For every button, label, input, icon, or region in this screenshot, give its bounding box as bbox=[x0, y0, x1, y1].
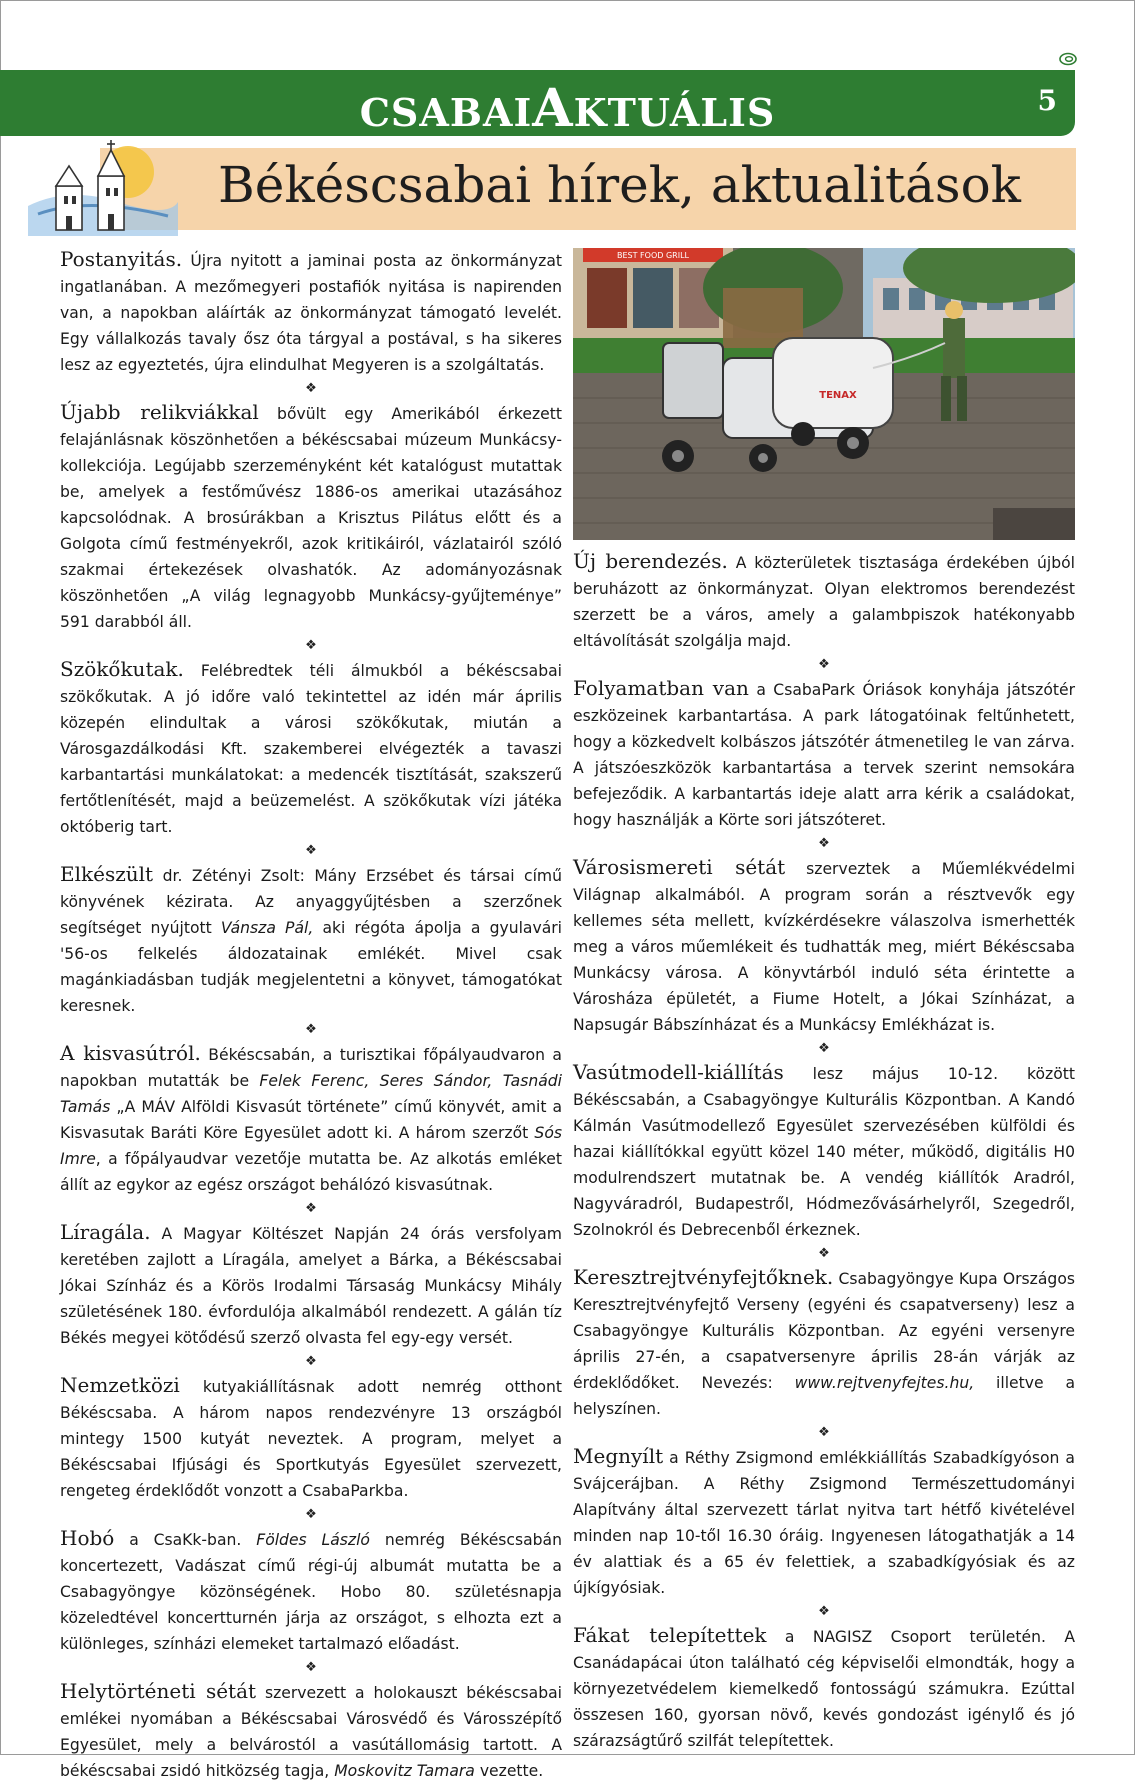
swirl-ornament-icon bbox=[1059, 52, 1077, 66]
right-column bbox=[573, 548, 1075, 1754]
article-folyamatban: Folyamatban van a CsabaPark Óriások konyhája játszótér eszközeinek karbantartása. A park látogatóinak feltűnhetett, hogy a közkedvelt kolbászos játszótér átmenetileg le van zárva. A játszóeszközök karbantartása a tervek szerint nemsokára befejeződik. A karbantartás ideje alatt arra kérik a családokat, hogy használják a Körte sori játszóteret. bbox=[573, 676, 1075, 829]
banner-title: Békéscsabai hírek, aktualitások bbox=[218, 156, 1021, 214]
article-postanyitas: Postanyitás. Újra nyitott a jaminai posta az önkormányzat ingatlanában. A mezőmegyeri postafiók nyitása is napirenden van, a napokban aláírták az önkormányzat támogató levelét. Egy vállalkozás tavaly ősz óta tárgyal a postával, s ha sikeres lesz az egyeztetés, újra elindulhat Megyeren is a szolgáltatás. bbox=[60, 247, 562, 374]
article-megnyilt: Megnyílt a Réthy Zsigmond emlékkiállítás Szabadkígyóson a Svájcerájban. A Réthy Zsigmond Természettudományi Alapítvány által szervezett tárlat nyitva tart hétfő kivételével minden nap 10-től 16.30 óráig. Ingyenesen látogathatják a 14 év alattiak és a 65 év felettiek, a szabadkígyósiak és az újkígyósiak. bbox=[573, 1444, 1075, 1597]
church-skyline-logo-icon bbox=[28, 136, 178, 236]
separator-icon: ❖ bbox=[818, 657, 830, 672]
shop-sign: BEST FOOD GRILL bbox=[617, 251, 689, 260]
publication-title: CSABAIAKTUÁLIS bbox=[359, 78, 776, 139]
separator-icon: ❖ bbox=[305, 843, 317, 858]
article-varosismereti-seta: Városismereti sétát szerveztek a Műemlékvédelmi Világnap alkalmából. A program során a résztvevők egy kellemes séta mellett, kvízkérdésekre válaszolva ismerhették meg a város műemlékeit és tudhatták meg, miért Békéscsaba Munkácsy városa. A könyvtárból induló séta érintette a Városháza épületét, a Fiume Hotelt, a Jókai Színházat, a Napsugár Bábszínházat és a Munkácsy Emlékházat is. bbox=[573, 855, 1075, 1034]
page-number: 5 bbox=[1037, 84, 1057, 117]
article-relikviak: Újabb relikviákkal bővült egy Amerikából érkezett felajánlásnak köszönhetően a békéscsabai múzeum Munkácsy-kollekciója. Legújabb szerzeményként két katalógust mutattak be, amelyek a festőművész 1886-os amerikai utazásához kapcsolódnak. A brosúrákban a Krisztus Pilátus előtt és a Golgota című festményekről, azok kritikáiról, vázlatairól szóló szakmai értekezések olvashatók. Az adományozásnak köszönhetően „A világ legnagyobb Munkácsy-gyűjteménye” 591 darabból áll. bbox=[60, 400, 562, 631]
article-vasutmodell: Vasútmodell-kiállítás lesz május 10-12. között Békéscsabán, a Csabagyöngye Kulturális Központban. A Kandó Kálmán Vasútmodellező Egyesület szervezésében külföldi és hazai kiállítókkal együtt közel 140 méter, működő, digitális H0 modulrendszert mutatnak be. A vendég kiállítók Aradról, Nagyváradról, Budapestről, Hódmezővásárhelyről, Szegedről, Szolnokról és Debrecenből érkeznek. bbox=[573, 1060, 1075, 1239]
separator-icon: ❖ bbox=[305, 1660, 317, 1675]
article-kutyakiallitas: Nemzetközi kutyakiállításnak adott nemrég otthont Békéscsaba. A három napos rendezvényre 13 országból mintegy 1500 kutyát neveztek. A program, melyet a Békéscsabai Ifjúsági és Sportkutyás Egyesület szervezett, rengeteg érdeklődőt vonzott a CsabaParkba. bbox=[60, 1373, 562, 1500]
article-fakat-telepitettek: Fákat telepítettek a NAGISZ Csoport területén. A Csanádapácai úton található cég képviselői elmondták, hogy a környezetvédelem kiemelkedő fontosságú számukra. Ezúttal összesen 160, gyorsan növő, kevés gondozást igénylő és jó szárazságtűrő szilfát telepítettek. bbox=[573, 1623, 1076, 1750]
article-hobo: Hobó a CsaKk-ban. Földes László nemrég Békéscsabán koncertezett, Vadászat című régi-új albumát mutatta be a Csabagyöngye közönségének. Hobo 80. születésnapja közeledtével koncertturnén járja az országot, s elhozta ezt a különleges, színházi elemeket tartalmazó előadást. bbox=[60, 1526, 562, 1653]
separator-icon: ❖ bbox=[305, 1022, 317, 1037]
article-elkeszult: Elkészült dr. Zétényi Zsolt: Mány Erzsébet és társai című könyvének kézirata. Az anyaggyűjtésben a szerzőnek segítséget nyújtott Vánsza Pál, aki régóta ápolja a gyulavári '56-os felkelés áldozatainak emlékét. Mivel csak magánkiadásban tudják megjelentetni a könyvet, támogatókat keresnek. bbox=[60, 862, 562, 1015]
street-cleaning-photo bbox=[573, 248, 1075, 540]
separator-icon: ❖ bbox=[818, 1041, 830, 1056]
article-helytorteneti-seta: Helytörténeti sétát szervezett a holokauszt békéscsabai emlékei nyomában a Békéscsabai Városvédő és Városszépítő Egyesület, mely a belvárostól a vasútállomásig tartott. A békéscsabai zsidó hitközség tagja, Moskovitz Tamara vezette. bbox=[60, 1679, 563, 1780]
article-szokokutak: Szökőkutak. Felébredtek téli álmukból a békéscsabai szökőkutak. A jó időre való tekintettel az idén már április közepén elindultak a városi szökőkutak, miután a Városgazdálkodási Kft. szakemberei elvégezték a tavaszi karbantartási munkálatokat: a medencék tisztítását, szakszerű fertőtlenítését, majd a beüzemelést. A szökőkutak vízi játéka októberig tart. bbox=[60, 657, 562, 836]
article-uj-berendezes: Új berendezés. A közterületek tisztasága érdekében újból beruházott az önkormányzat. Olyan elektromos berendezést szerzett be a város, amely a galambpiszok hatékonyabb eltávolítását szolgálja majd. bbox=[573, 549, 1075, 650]
separator-icon: ❖ bbox=[305, 1507, 317, 1522]
left-column bbox=[60, 246, 562, 1784]
separator-icon: ❖ bbox=[305, 638, 317, 653]
separator-icon: ❖ bbox=[305, 1354, 317, 1369]
separator-icon: ❖ bbox=[818, 1425, 830, 1440]
separator-icon: ❖ bbox=[818, 1604, 830, 1619]
separator-icon: ❖ bbox=[305, 381, 317, 396]
article-liragala: Líragála. A Magyar Költészet Napján 24 órás versfolyam keretében zajlott a Líragála, amelyet a Bárka, a Békéscsabai Jókai Színház és a Körös Irodalmi Társaság Munkácsy Mihály születésének 180. évfordulója alkalmából rendezett. A gálán tíz Békés megyei kötődésű szerző olvasta fel egy-egy versét. bbox=[60, 1220, 562, 1347]
separator-icon: ❖ bbox=[818, 836, 830, 851]
machine-brand: TENAX bbox=[819, 390, 857, 401]
separator-icon: ❖ bbox=[818, 1246, 830, 1261]
article-keresztrejtveny: Keresztrejtvényfejtőknek. Csabagyöngye Kupa Országos Keresztrejtvényfejtő Verseny (egyéni és csapatverseny) lesz a Csabagyöngye Kulturális Központban. Az egyéni versenyre április 27-én, a csapatversenyre április 28-án várják az érdeklődőket. Nevezés: www.rejtvenyfejtes.hu, illetve a helyszínen. bbox=[573, 1265, 1075, 1418]
separator-icon: ❖ bbox=[305, 1201, 317, 1216]
article-kisvasut: A kisvasútról. Békéscsabán, a turisztikai főpályaudvaron a napokban mutatták be Felek Ferenc, Seres Sándor, Tasnádi Tamás „A MÁV Alföldi Kisvasút története” című könyvét, amit a Kisvasutak Baráti Köre Egyesület adott ki. A három szerzőt Sós Imre, a főpályaudvar vezetője mutatta be. Az alkotás emléket állít az egykor az egész országot behálózó kisvasútnak. bbox=[60, 1041, 562, 1194]
